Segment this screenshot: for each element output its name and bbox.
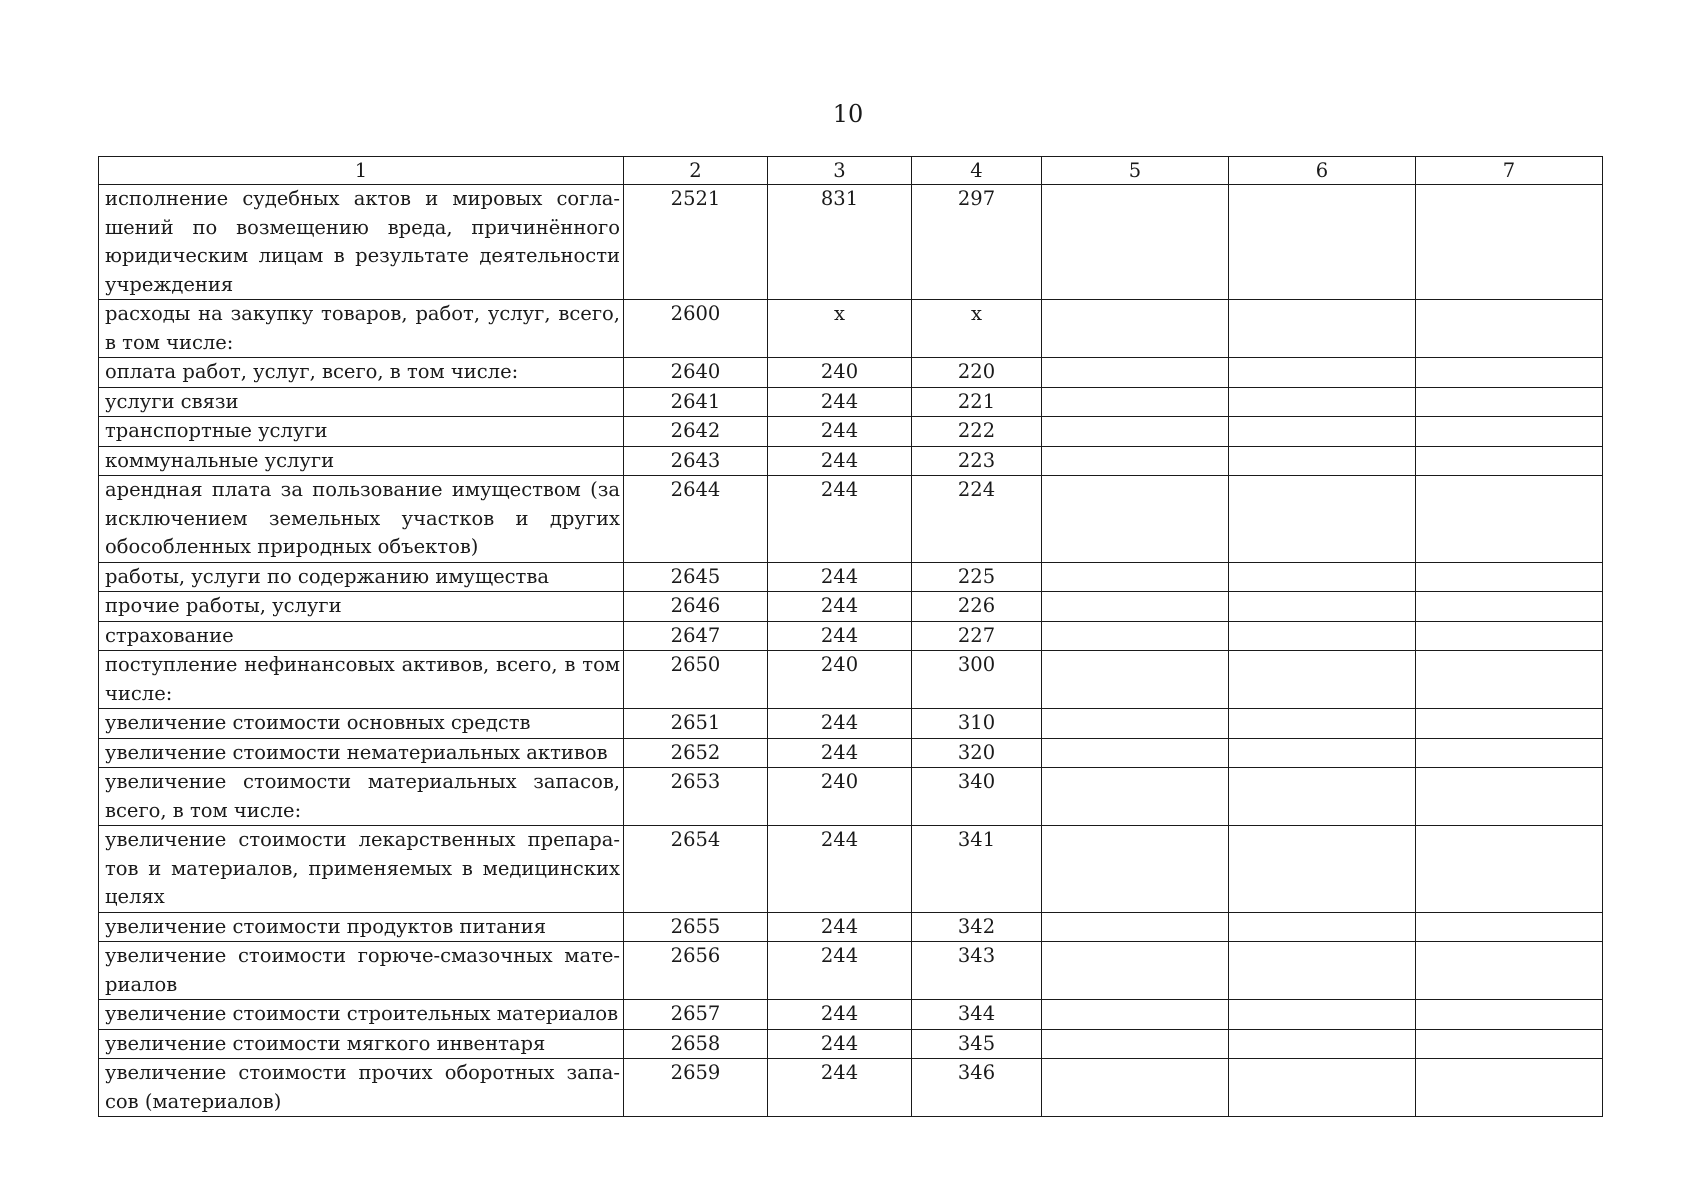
column-6-value	[1229, 300, 1416, 358]
row-name: прочие работы, услуги	[99, 592, 624, 622]
line-code: 2654	[624, 826, 768, 913]
table-row	[99, 476, 1603, 563]
line-code: 2642	[624, 417, 768, 447]
column-4-code: 341	[912, 826, 1042, 913]
column-header-3: 3	[768, 157, 912, 185]
column-7-value	[1416, 738, 1603, 768]
line-code: 2645	[624, 562, 768, 592]
table-row	[99, 300, 1603, 358]
column-7-value	[1416, 621, 1603, 651]
column-4-code: 320	[912, 738, 1042, 768]
row-name: увеличение стоимости лекарственных препара-тов и материалов, применяемых в медицинских целях	[99, 826, 624, 913]
table-row	[99, 387, 1603, 417]
column-4-code: 346	[912, 1059, 1042, 1117]
column-3-code: 244	[768, 417, 912, 447]
column-5-value	[1042, 1000, 1229, 1030]
column-3-code: х	[768, 300, 912, 358]
column-3-code: 244	[768, 942, 912, 1000]
column-7-value	[1416, 1059, 1603, 1117]
column-3-code: 244	[768, 912, 912, 942]
table-row	[99, 826, 1603, 913]
column-6-value	[1229, 621, 1416, 651]
column-3-code: 244	[768, 1059, 912, 1117]
column-5-value	[1042, 1059, 1229, 1117]
column-5-value	[1042, 387, 1229, 417]
line-code: 2652	[624, 738, 768, 768]
row-name: увеличение стоимости горюче-смазочных мате-риалов	[99, 942, 624, 1000]
row-name: коммунальные услуги	[99, 446, 624, 476]
column-4-code: 223	[912, 446, 1042, 476]
line-code: 2643	[624, 446, 768, 476]
column-7-value	[1416, 417, 1603, 447]
column-7-value	[1416, 562, 1603, 592]
row-name: увеличение стоимости нематериальных активов	[99, 738, 624, 768]
column-header-6: 6	[1229, 157, 1416, 185]
column-3-code: 244	[768, 738, 912, 768]
table-row	[99, 738, 1603, 768]
row-name: увеличение стоимости прочих оборотных запа-сов (материалов)	[99, 1059, 624, 1117]
report-table	[98, 156, 1603, 1117]
column-3-code: 240	[768, 358, 912, 388]
table-row	[99, 621, 1603, 651]
page-number: 10	[832, 100, 864, 128]
column-4-code: 226	[912, 592, 1042, 622]
column-4-code: 343	[912, 942, 1042, 1000]
row-name: увеличение стоимости основных средств	[99, 709, 624, 739]
column-7-value	[1416, 300, 1603, 358]
column-6-value	[1229, 476, 1416, 563]
row-name: увеличение стоимости строительных материалов	[99, 1000, 624, 1030]
line-code: 2600	[624, 300, 768, 358]
column-6-value	[1229, 562, 1416, 592]
column-header-5: 5	[1042, 157, 1229, 185]
column-7-value	[1416, 942, 1603, 1000]
column-5-value	[1042, 826, 1229, 913]
column-header-2: 2	[624, 157, 768, 185]
column-6-value	[1229, 185, 1416, 300]
column-6-value	[1229, 709, 1416, 739]
column-5-value	[1042, 300, 1229, 358]
line-code: 2647	[624, 621, 768, 651]
column-4-code: 221	[912, 387, 1042, 417]
column-4-code: 344	[912, 1000, 1042, 1030]
row-name: расходы на закупку товаров, работ, услуг, всего, в том числе:	[99, 300, 624, 358]
column-4-code: 310	[912, 709, 1042, 739]
column-6-value	[1229, 651, 1416, 709]
table-row	[99, 768, 1603, 826]
row-name: арендная плата за пользование имуществом (за исключением земельных участков и других обособленных природных объектов)	[99, 476, 624, 563]
column-6-value	[1229, 738, 1416, 768]
column-3-code: 244	[768, 709, 912, 739]
line-code: 2655	[624, 912, 768, 942]
row-name: транспортные услуги	[99, 417, 624, 447]
column-3-code: 831	[768, 185, 912, 300]
line-code: 2656	[624, 942, 768, 1000]
column-5-value	[1042, 476, 1229, 563]
line-code: 2641	[624, 387, 768, 417]
column-5-value	[1042, 446, 1229, 476]
column-7-value	[1416, 1029, 1603, 1059]
table-row	[99, 942, 1603, 1000]
column-5-value	[1042, 651, 1229, 709]
column-6-value	[1229, 592, 1416, 622]
column-6-value	[1229, 417, 1416, 447]
column-7-value	[1416, 446, 1603, 476]
column-header-7: 7	[1416, 157, 1603, 185]
column-header-1: 1	[99, 157, 624, 185]
column-3-code: 240	[768, 651, 912, 709]
column-4-code: 345	[912, 1029, 1042, 1059]
line-code: 2644	[624, 476, 768, 563]
column-4-code: 340	[912, 768, 1042, 826]
column-6-value	[1229, 446, 1416, 476]
column-7-value	[1416, 476, 1603, 563]
column-4-code: х	[912, 300, 1042, 358]
table-row	[99, 417, 1603, 447]
line-code: 2659	[624, 1059, 768, 1117]
column-3-code: 244	[768, 387, 912, 417]
column-7-value	[1416, 826, 1603, 913]
line-code: 2521	[624, 185, 768, 300]
column-7-value	[1416, 912, 1603, 942]
column-3-code: 244	[768, 1000, 912, 1030]
header-row	[99, 157, 1603, 185]
column-4-code: 300	[912, 651, 1042, 709]
column-4-code: 220	[912, 358, 1042, 388]
column-6-value	[1229, 1029, 1416, 1059]
table-row	[99, 1059, 1603, 1117]
column-4-code: 297	[912, 185, 1042, 300]
column-4-code: 225	[912, 562, 1042, 592]
column-header-4: 4	[912, 157, 1042, 185]
row-name: увеличение стоимости материальных запасов, всего, в том числе:	[99, 768, 624, 826]
column-3-code: 244	[768, 621, 912, 651]
table-row	[99, 592, 1603, 622]
table-row	[99, 185, 1603, 300]
row-name: поступление нефинансовых активов, всего, в том числе:	[99, 651, 624, 709]
table-row	[99, 912, 1603, 942]
row-name: исполнение судебных актов и мировых согла-шений по возмещению вреда, причинённого юридическим лицам в результате деятельности учреждения	[99, 185, 624, 300]
column-5-value	[1042, 185, 1229, 300]
column-6-value	[1229, 912, 1416, 942]
column-6-value	[1229, 768, 1416, 826]
line-code: 2651	[624, 709, 768, 739]
line-code: 2657	[624, 1000, 768, 1030]
column-3-code: 244	[768, 476, 912, 563]
column-5-value	[1042, 709, 1229, 739]
column-7-value	[1416, 709, 1603, 739]
table-row	[99, 651, 1603, 709]
row-name: увеличение стоимости продуктов питания	[99, 912, 624, 942]
line-code: 2653	[624, 768, 768, 826]
column-5-value	[1042, 1029, 1229, 1059]
column-7-value	[1416, 358, 1603, 388]
column-3-code: 244	[768, 826, 912, 913]
line-code: 2646	[624, 592, 768, 622]
row-name: страхование	[99, 621, 624, 651]
column-3-code: 244	[768, 1029, 912, 1059]
column-5-value	[1042, 417, 1229, 447]
table-row	[99, 1000, 1603, 1030]
column-3-code: 240	[768, 768, 912, 826]
column-7-value	[1416, 592, 1603, 622]
column-7-value	[1416, 387, 1603, 417]
column-4-code: 342	[912, 912, 1042, 942]
column-4-code: 227	[912, 621, 1042, 651]
column-6-value	[1229, 1059, 1416, 1117]
column-3-code: 244	[768, 562, 912, 592]
column-5-value	[1042, 562, 1229, 592]
column-5-value	[1042, 768, 1229, 826]
row-name: оплата работ, услуг, всего, в том числе:	[99, 358, 624, 388]
column-6-value	[1229, 358, 1416, 388]
column-7-value	[1416, 185, 1603, 300]
column-4-code: 224	[912, 476, 1042, 563]
table-row	[99, 446, 1603, 476]
column-6-value	[1229, 1000, 1416, 1030]
column-3-code: 244	[768, 446, 912, 476]
line-code: 2658	[624, 1029, 768, 1059]
column-7-value	[1416, 651, 1603, 709]
column-6-value	[1229, 387, 1416, 417]
row-name: работы, услуги по содержанию имущества	[99, 562, 624, 592]
column-7-value	[1416, 1000, 1603, 1030]
column-5-value	[1042, 942, 1229, 1000]
line-code: 2650	[624, 651, 768, 709]
column-5-value	[1042, 912, 1229, 942]
column-5-value	[1042, 738, 1229, 768]
table-row	[99, 358, 1603, 388]
table-body	[99, 185, 1603, 1117]
line-code: 2640	[624, 358, 768, 388]
column-5-value	[1042, 358, 1229, 388]
table-row	[99, 562, 1603, 592]
column-5-value	[1042, 592, 1229, 622]
column-7-value	[1416, 768, 1603, 826]
row-name: увеличение стоимости мягкого инвентаря	[99, 1029, 624, 1059]
column-3-code: 244	[768, 592, 912, 622]
column-6-value	[1229, 942, 1416, 1000]
column-4-code: 222	[912, 417, 1042, 447]
table-row	[99, 1029, 1603, 1059]
table-row	[99, 709, 1603, 739]
row-name: услуги связи	[99, 387, 624, 417]
column-6-value	[1229, 826, 1416, 913]
column-5-value	[1042, 621, 1229, 651]
